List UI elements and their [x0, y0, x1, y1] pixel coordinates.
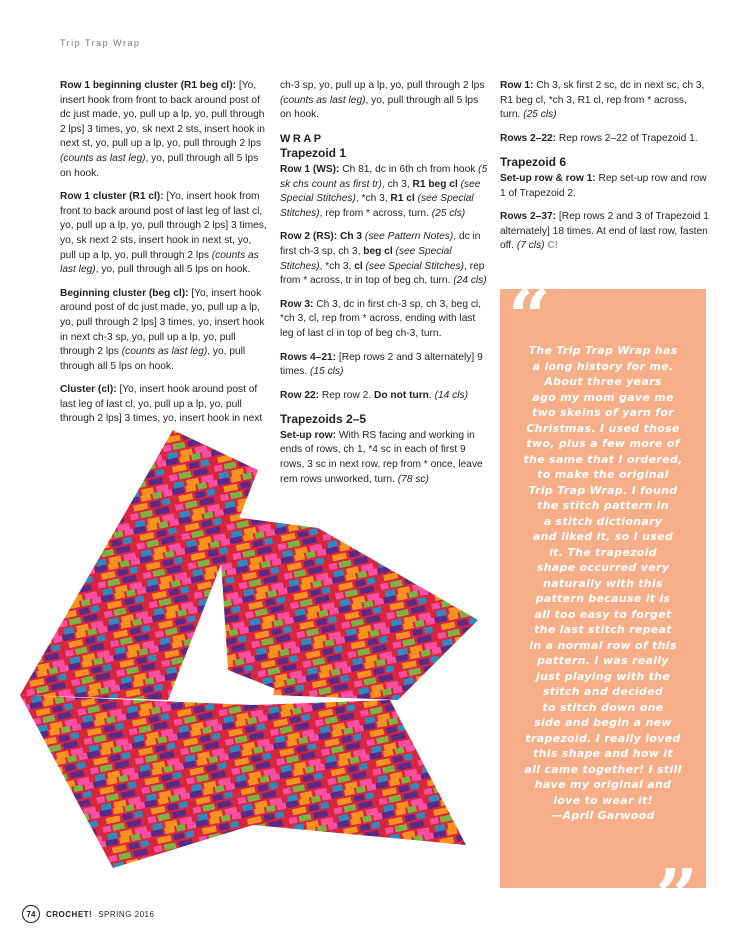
term: Set-up row:	[280, 429, 337, 441]
text: [Yo, insert hook from front to back around post of last leg of last cl, yo, pull up a lp, yo, pull through 2 lps] 3 times, yo, sk next 2 sts, insert hook in next st, yo, pull up a lp, yo, pull through 2 lps	[60, 191, 267, 261]
text: Ch 3, dc in first ch-3 sp, ch 3, beg cl, *ch 3, cl, rep from * across, ending with last leg of last cl in top of beg ch-3, turn.	[280, 298, 482, 339]
term: Do not turn	[374, 389, 429, 401]
quote-line: the last stitch repeat	[534, 623, 672, 636]
page-number: 74	[22, 905, 40, 923]
note: (14 cls)	[434, 389, 468, 401]
quote-line: two skeins of yarn for	[532, 406, 674, 419]
text: Ch 81, dc in 6th ch from hook	[339, 163, 479, 175]
term: Row 3:	[280, 298, 314, 310]
text: Ch 3, sk first 2 sc, dc in next sc, ch 3, R1 beg cl, *ch 3, R1 cl, rep from * across, turn.	[500, 80, 705, 121]
quote-line: and liked it, so I used	[532, 530, 674, 543]
row22-paragraph	[280, 389, 488, 404]
continued-paragraph	[280, 79, 488, 123]
quote-line: to stitch down one	[542, 700, 664, 714]
section-title: WRAP	[280, 132, 324, 145]
quote-line: naturally with this	[543, 576, 663, 590]
text: , *ch 3,	[319, 260, 355, 272]
note: (see Pattern Notes)	[362, 231, 454, 243]
text: [Yo, insert hook from front to back around post of dc just made, yo, pull up a lp, yo, pull through 2 lps] 3 times, yo, sk next 2 sts, insert hook in next st, yo, pull up a lp, yo, pull through 2 lps	[60, 80, 265, 150]
quote-line: love to wear it!	[553, 793, 653, 807]
quote-line: just playing with the	[535, 669, 671, 683]
note: (see Special Stitches)	[280, 193, 474, 219]
pull-quote-box	[500, 275, 706, 940]
beg-cl-paragraph	[60, 287, 270, 375]
quote-line: Trip Trap Wrap. I found	[528, 483, 678, 497]
quote-line: to make the original	[537, 468, 669, 481]
note: (25 cls)	[523, 109, 557, 121]
text: [Rep rows 2 and 3 alternately] 9 times.	[280, 351, 483, 378]
quote-line: all came together! I still	[524, 762, 682, 776]
term: Cluster (cl):	[60, 384, 117, 396]
term: beg cl	[363, 245, 393, 257]
quote-line: in a normal row of this	[529, 638, 677, 652]
term: Row 2 (RS):	[280, 231, 338, 243]
text: , yo, pull through all 5 lps on hook.	[60, 152, 259, 179]
text: Rep row 2.	[319, 389, 374, 401]
text: , rep from * across, tr in top of beg ch, turn.	[280, 260, 485, 287]
text: , yo, pull through all 5 lps on hook.	[60, 346, 246, 372]
term: Row 1 cluster (R1 cl):	[60, 191, 164, 203]
quote-line: shape occurred very	[536, 561, 670, 574]
quote-line: side and begin a new	[534, 716, 672, 729]
text: ch-3 sp, yo, pull up a lp, yo, pull through 2 lps	[280, 80, 485, 91]
term: Rows 2–37:	[500, 211, 557, 223]
column-1	[60, 79, 270, 436]
trapezoid-bottom-left	[20, 695, 253, 868]
term: R1 beg cl	[412, 178, 458, 190]
text: Rep rows 2–22 of Trapezoid 1.	[556, 132, 698, 144]
wrap-photo	[18, 430, 478, 880]
pull-quote-text	[512, 343, 694, 824]
quote-line: —April Garwood	[551, 809, 655, 822]
term: Set-up row & row 1:	[500, 172, 596, 184]
end-mark-logo: C!	[544, 240, 559, 252]
running-head: Trip Trap Wrap	[60, 38, 141, 48]
row2-paragraph	[280, 230, 488, 288]
trapezoid-1-title: Trapezoid 1	[280, 146, 347, 161]
row1-paragraph	[280, 163, 488, 221]
column-3	[500, 79, 710, 263]
text: , *ch 3,	[355, 193, 391, 205]
note: (25 cls)	[431, 207, 466, 219]
quote-line: The Trip Trap Wrap has	[528, 344, 678, 357]
quote-line: pattern because it is	[535, 592, 671, 605]
note: (15 cls)	[310, 366, 344, 378]
quote-line: it. The trapezoid	[549, 545, 657, 559]
t2-row1-paragraph	[500, 79, 710, 123]
term: Rows 2–22:	[500, 132, 557, 144]
text: With RS facing and working in ends of rows, ch 1, *4 sc in each of first 9 rows, 3 sc in next row, rep from * once, leave rem rows unworked, turn.	[280, 429, 483, 485]
note: (78 sc)	[397, 473, 429, 485]
quote-line: the stitch pattern in	[537, 499, 669, 512]
quote-line: Christmas. I used those	[526, 421, 680, 435]
quote-line: About three years	[544, 375, 662, 388]
r1-beg-cl-paragraph	[60, 79, 270, 181]
text: .	[428, 389, 435, 401]
trapezoid-bottom-right	[253, 700, 466, 845]
quote-line: all too easy to forget	[534, 607, 672, 621]
term: Row 1:	[500, 80, 534, 91]
text: [Rep rows 2 and 3 of Trapezoid 1 alternately] 18 times. At end of last row, fasten off.	[500, 211, 709, 252]
quote-line: pattern. I was really	[537, 654, 669, 667]
t6-rows2-37-paragraph	[500, 210, 710, 254]
note: (see Special Stitches)	[280, 245, 452, 272]
quote-line: trapezoid. I really loved	[525, 731, 681, 745]
quote-line: a long history for me.	[532, 359, 674, 373]
close-quote-icon: ”	[655, 854, 698, 940]
term: Row 22:	[280, 389, 320, 401]
open-quote-icon: “	[508, 275, 551, 361]
trapezoids-2-5-title: Trapezoids 2–5	[280, 412, 367, 427]
issue-label: SPRING 2016	[98, 909, 155, 919]
term: Row 1 (WS):	[280, 163, 340, 175]
note: (see Special Stitches)	[280, 178, 481, 205]
quote-line: two, plus a few more of	[526, 437, 680, 450]
text: , ch 3,	[381, 178, 413, 190]
note: (counts as last leg)	[60, 152, 146, 164]
text: Rep set-up row and row 1 of Trapezoid 2.	[500, 172, 707, 199]
term: Rows 4–21:	[280, 351, 337, 363]
text: [Yo, insert hook around post of last leg of last cl, yo, pull up a lp, yo, pull through 2 lps] 3 times, yo, insert hook in next	[60, 384, 263, 425]
quote-line: this shape and how it	[533, 747, 673, 760]
note: (see Special Stitches)	[362, 260, 465, 272]
term: Beginning cluster (beg cl):	[60, 287, 189, 299]
note: (counts as last leg)	[280, 94, 366, 106]
note: (counts as last leg)	[121, 346, 208, 358]
note: (5 sk chs count as first tr)	[280, 163, 488, 190]
t6-setup-paragraph	[500, 172, 710, 201]
text: , rep from * across, turn.	[319, 207, 432, 219]
trapezoid-6-title: Trapezoid 6	[500, 155, 567, 170]
magazine-name: CROCHET!	[46, 909, 93, 919]
text: , dc in first ch-3 sp, ch 3,	[280, 231, 481, 257]
quote-line: ago my mom gave me	[532, 390, 674, 404]
page-footer	[22, 905, 154, 923]
cl-paragraph	[60, 383, 270, 427]
quote-line: the same that I ordered,	[523, 452, 683, 466]
rows4-21-paragraph	[280, 351, 488, 380]
note: (counts as last leg)	[60, 249, 259, 276]
row3-paragraph	[280, 298, 488, 342]
note: (24 cls)	[453, 275, 487, 287]
term: R1 cl	[390, 193, 415, 205]
text: [Yo, insert hook around post of dc just made, yo, pull up a lp, yo, pull through 2 lps] 3 times, yo, insert hook in next ch-3 sp, yo, pull up a lp, yo, pull through 2 lps	[60, 287, 265, 358]
quote-line: a stitch dictionary	[543, 514, 663, 528]
term: Ch 3	[337, 231, 363, 243]
r1-cl-paragraph	[60, 190, 270, 278]
quote-line: have my original and	[534, 778, 672, 791]
t2-rows2-22-paragraph	[500, 132, 710, 147]
text: , yo, pull through all 5 lps on hook.	[280, 94, 479, 121]
text: , yo, pull through all 5 lps on hook.	[95, 264, 251, 276]
term: Row 1 beginning cluster (R1 beg cl):	[60, 80, 237, 91]
note: (7 cls)	[516, 240, 545, 252]
term: cl	[354, 260, 363, 272]
quote-line: stitch and decided	[542, 685, 664, 698]
